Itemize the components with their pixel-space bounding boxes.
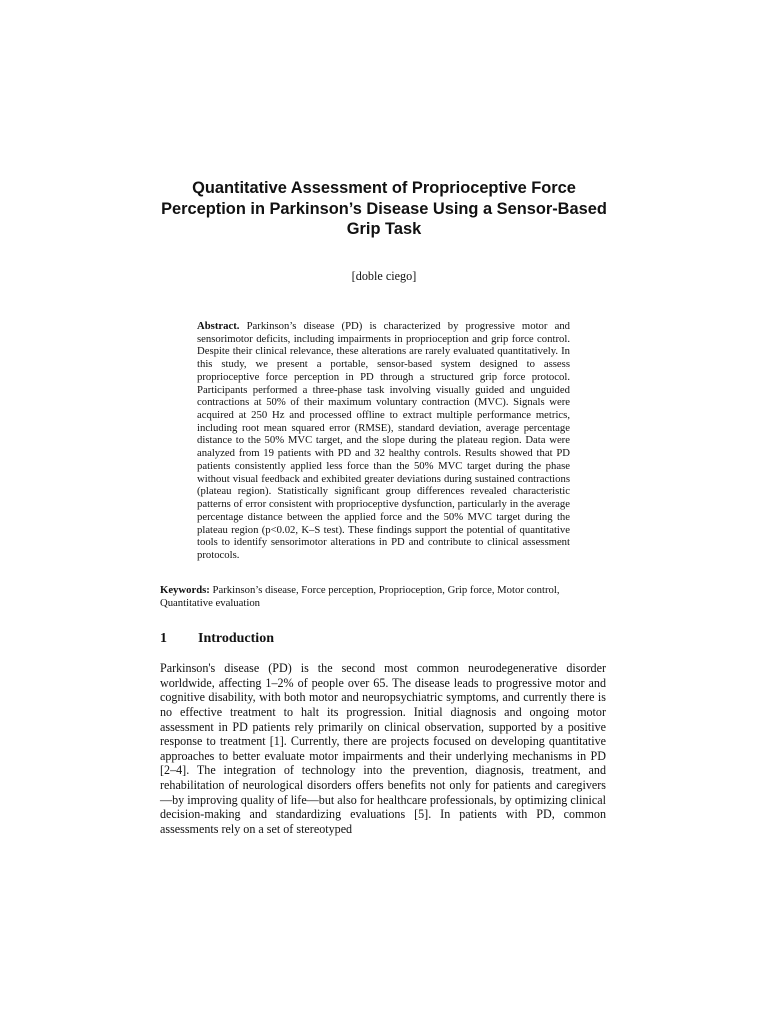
introduction-paragraph: Parkinson's disease (PD) is the second most common neurodegenerative disorder worldwide, affecting 1–2% of people over 65. The disease leads to progressive motor and cognitive disability, with both motor and neuropsychiatric symptoms, and currently there is no effective treatment to halt its progression. Initial diagnosis and ongoing motor assessment in PD patients rely primarily on clinical observation, supported by a positive response to treatment [1]. Currently, there are projects focused on developing quantitative approaches to better evaluate motor impairments and their underlying mechanisms in PD [2–4]. The integration of technology into the prevention, diagnosis, treatment, and rehabilitation of neurological disorders offers benefits not only for patients and caregivers—by improving quality of life—but also for healthcare professionals, by optimizing clinical decision-making and standardizing evaluations [5]. In patients with PD, common assessments rely on a set of stereotyped	[160, 661, 606, 836]
keywords-paragraph	[160, 584, 560, 609]
keywords-text: Parkinson’s disease, Force perception, Proprioception, Grip force, Motor control, Quantitative evaluation	[160, 584, 560, 609]
abstract-label: Abstract.	[197, 320, 240, 332]
abstract-paragraph	[197, 320, 570, 562]
section-title: Introduction	[198, 631, 274, 646]
abstract-text: Parkinson’s disease (PD) is characterized by progressive motor and sensorimotor deficits, including impairments in proprioception and grip force control. Despite their clinical relevance, these alterations are rarely evaluated quantitatively. In this study, we present a portable, sensor-based system designed to assess proprioceptive force perception in PD through a structured grip force protocol. Participants performed a three-phase task involving visually guided and unguided contractions at 50% of their maximum voluntary contraction (MVC). Signals were acquired at 250 Hz and processed offline to extract multiple performance metrics, including root mean squared error (RMSE), standard deviation, average percentage distance to the 50% MVC target, and the slope during the plateau region. Data were analyzed from 19 patients with PD and 32 healthy controls. Results showed that PD patients consistently applied less force than the 50% MVC target during the phase without visual feedback and exhibited greater deviations during sustained contractions (plateau region). Statistically significant group differences revealed characteristic patterns of error consistent with proprioceptive dysfunction, particularly in the average percentage distance between the applied force and the 50% MVC target during the plateau region (p<0.02, K–S test). These findings support the potential of quantitative tools to identify sensorimotor alterations in PD and contribute to clinical assessment protocols.	[197, 320, 571, 561]
section-heading-introduction	[160, 630, 610, 648]
keywords-label: Keywords:	[160, 584, 210, 596]
section-number: 1	[160, 631, 167, 646]
paper-title: Quantitative Assessment of Proprioceptive Force Perception in Parkinson’s Disease Using a Sensor-Based Grip Task	[161, 179, 607, 239]
author-line: [doble ciego]	[351, 269, 417, 283]
